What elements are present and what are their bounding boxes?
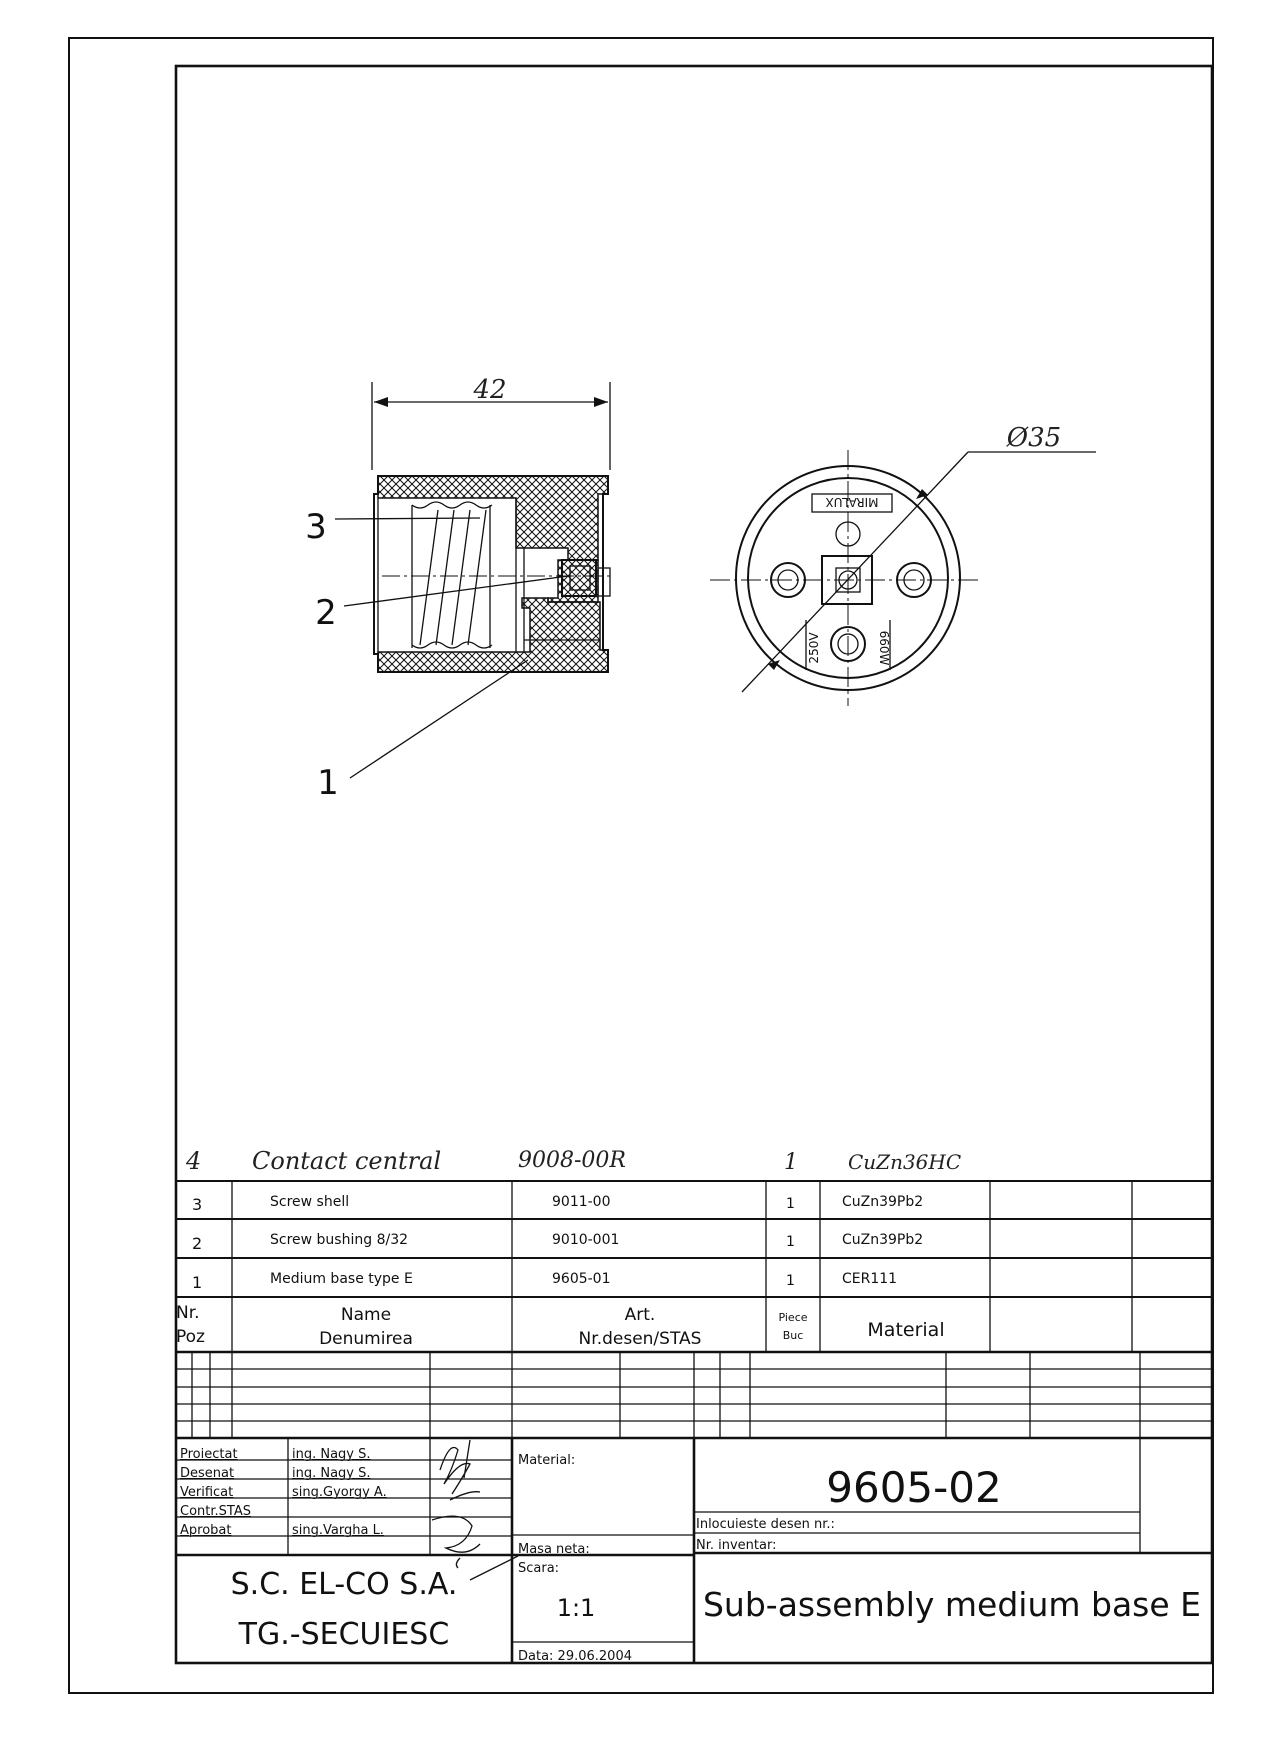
hand-name: Contact central (252, 1147, 442, 1175)
role-label: Proiectat (180, 1447, 238, 1462)
role-name: sing.Vargha L. (292, 1523, 384, 1538)
role-label: Desenat (180, 1466, 235, 1481)
voltage-marking: 250V (807, 632, 821, 664)
outer-border (69, 38, 1213, 1693)
hand-material: CuZn36HC (848, 1150, 962, 1174)
role-name: ing. Nagy S. (292, 1447, 371, 1462)
row-name: Screw bushing 8/32 (270, 1232, 409, 1248)
role-name: ing. Nagy S. (292, 1466, 371, 1481)
parts-list (176, 1147, 1212, 1352)
row-art: 9010-001 (552, 1232, 620, 1248)
callout-1: 1 (317, 763, 339, 803)
row-pos: 1 (192, 1273, 203, 1292)
row-pos: 3 (192, 1195, 203, 1214)
row-name: Screw shell (270, 1194, 350, 1210)
power-marking: 660W (877, 630, 891, 666)
role-label: Contr.STAS (180, 1504, 251, 1519)
replaces-label: Inlocuieste desen nr.: (696, 1517, 835, 1532)
role-label: Verificat (180, 1485, 234, 1500)
company-name: S.C. EL-CO S.A. (230, 1567, 458, 1602)
brand-marking: MIRALUX (825, 495, 879, 509)
header-qty-2: Buc (782, 1329, 804, 1342)
row-art: 9011-00 (552, 1194, 611, 1210)
row-art: 9605-01 (552, 1271, 611, 1287)
revision-grid (176, 1352, 1212, 1438)
inventory-label: Nr. inventar: (696, 1538, 777, 1553)
signature (432, 1516, 480, 1568)
title-block (176, 1438, 1212, 1664)
header-art-1: Art. (624, 1305, 656, 1325)
dimension-diameter-label: Ø35 (1006, 423, 1062, 453)
row-material: CER111 (842, 1271, 898, 1287)
row-pos: 2 (192, 1234, 203, 1253)
scale-label: Scara: (518, 1561, 560, 1576)
header-pos-1: Nr. (176, 1303, 200, 1323)
row-material: CuZn39Pb2 (842, 1194, 924, 1210)
row-qty: 1 (786, 1234, 795, 1250)
header-name-2: Denumirea (319, 1329, 413, 1349)
row-name: Medium base type E (270, 1271, 413, 1287)
masa-neta-label: Masa neta: (518, 1542, 590, 1557)
header-material: Material (867, 1319, 945, 1341)
drawing-number: 9605-02 (826, 1463, 1002, 1512)
section-view (305, 375, 612, 803)
row-qty: 1 (786, 1273, 795, 1289)
header-qty-1: Piece (778, 1311, 808, 1324)
role-name: sing.Gyorgy A. (292, 1485, 387, 1500)
header-pos-2: Poz (176, 1327, 205, 1347)
header-name-1: Name (340, 1305, 392, 1325)
front-view (710, 423, 1096, 706)
hand-qty: 1 (784, 1150, 798, 1175)
company-city: TG.-SECUIESC (238, 1617, 450, 1652)
date: Data: 29.06.2004 (518, 1649, 632, 1664)
row-material: CuZn39Pb2 (842, 1232, 924, 1248)
drawing-title: Sub-assembly medium base E (702, 1585, 1202, 1624)
dimension-width-label: 42 (473, 375, 507, 405)
callout-3: 3 (305, 507, 327, 547)
callout-2: 2 (315, 593, 337, 633)
header-art-2: Nr.desen/STAS (578, 1329, 702, 1349)
hand-art: 9008-00R (518, 1148, 626, 1173)
signature (440, 1440, 480, 1500)
hand-pos: 4 (186, 1147, 202, 1175)
role-label: Aprobat (180, 1523, 232, 1538)
scale-value: 1:1 (556, 1594, 596, 1622)
row-qty: 1 (786, 1196, 795, 1212)
material-label: Material: (518, 1453, 576, 1468)
